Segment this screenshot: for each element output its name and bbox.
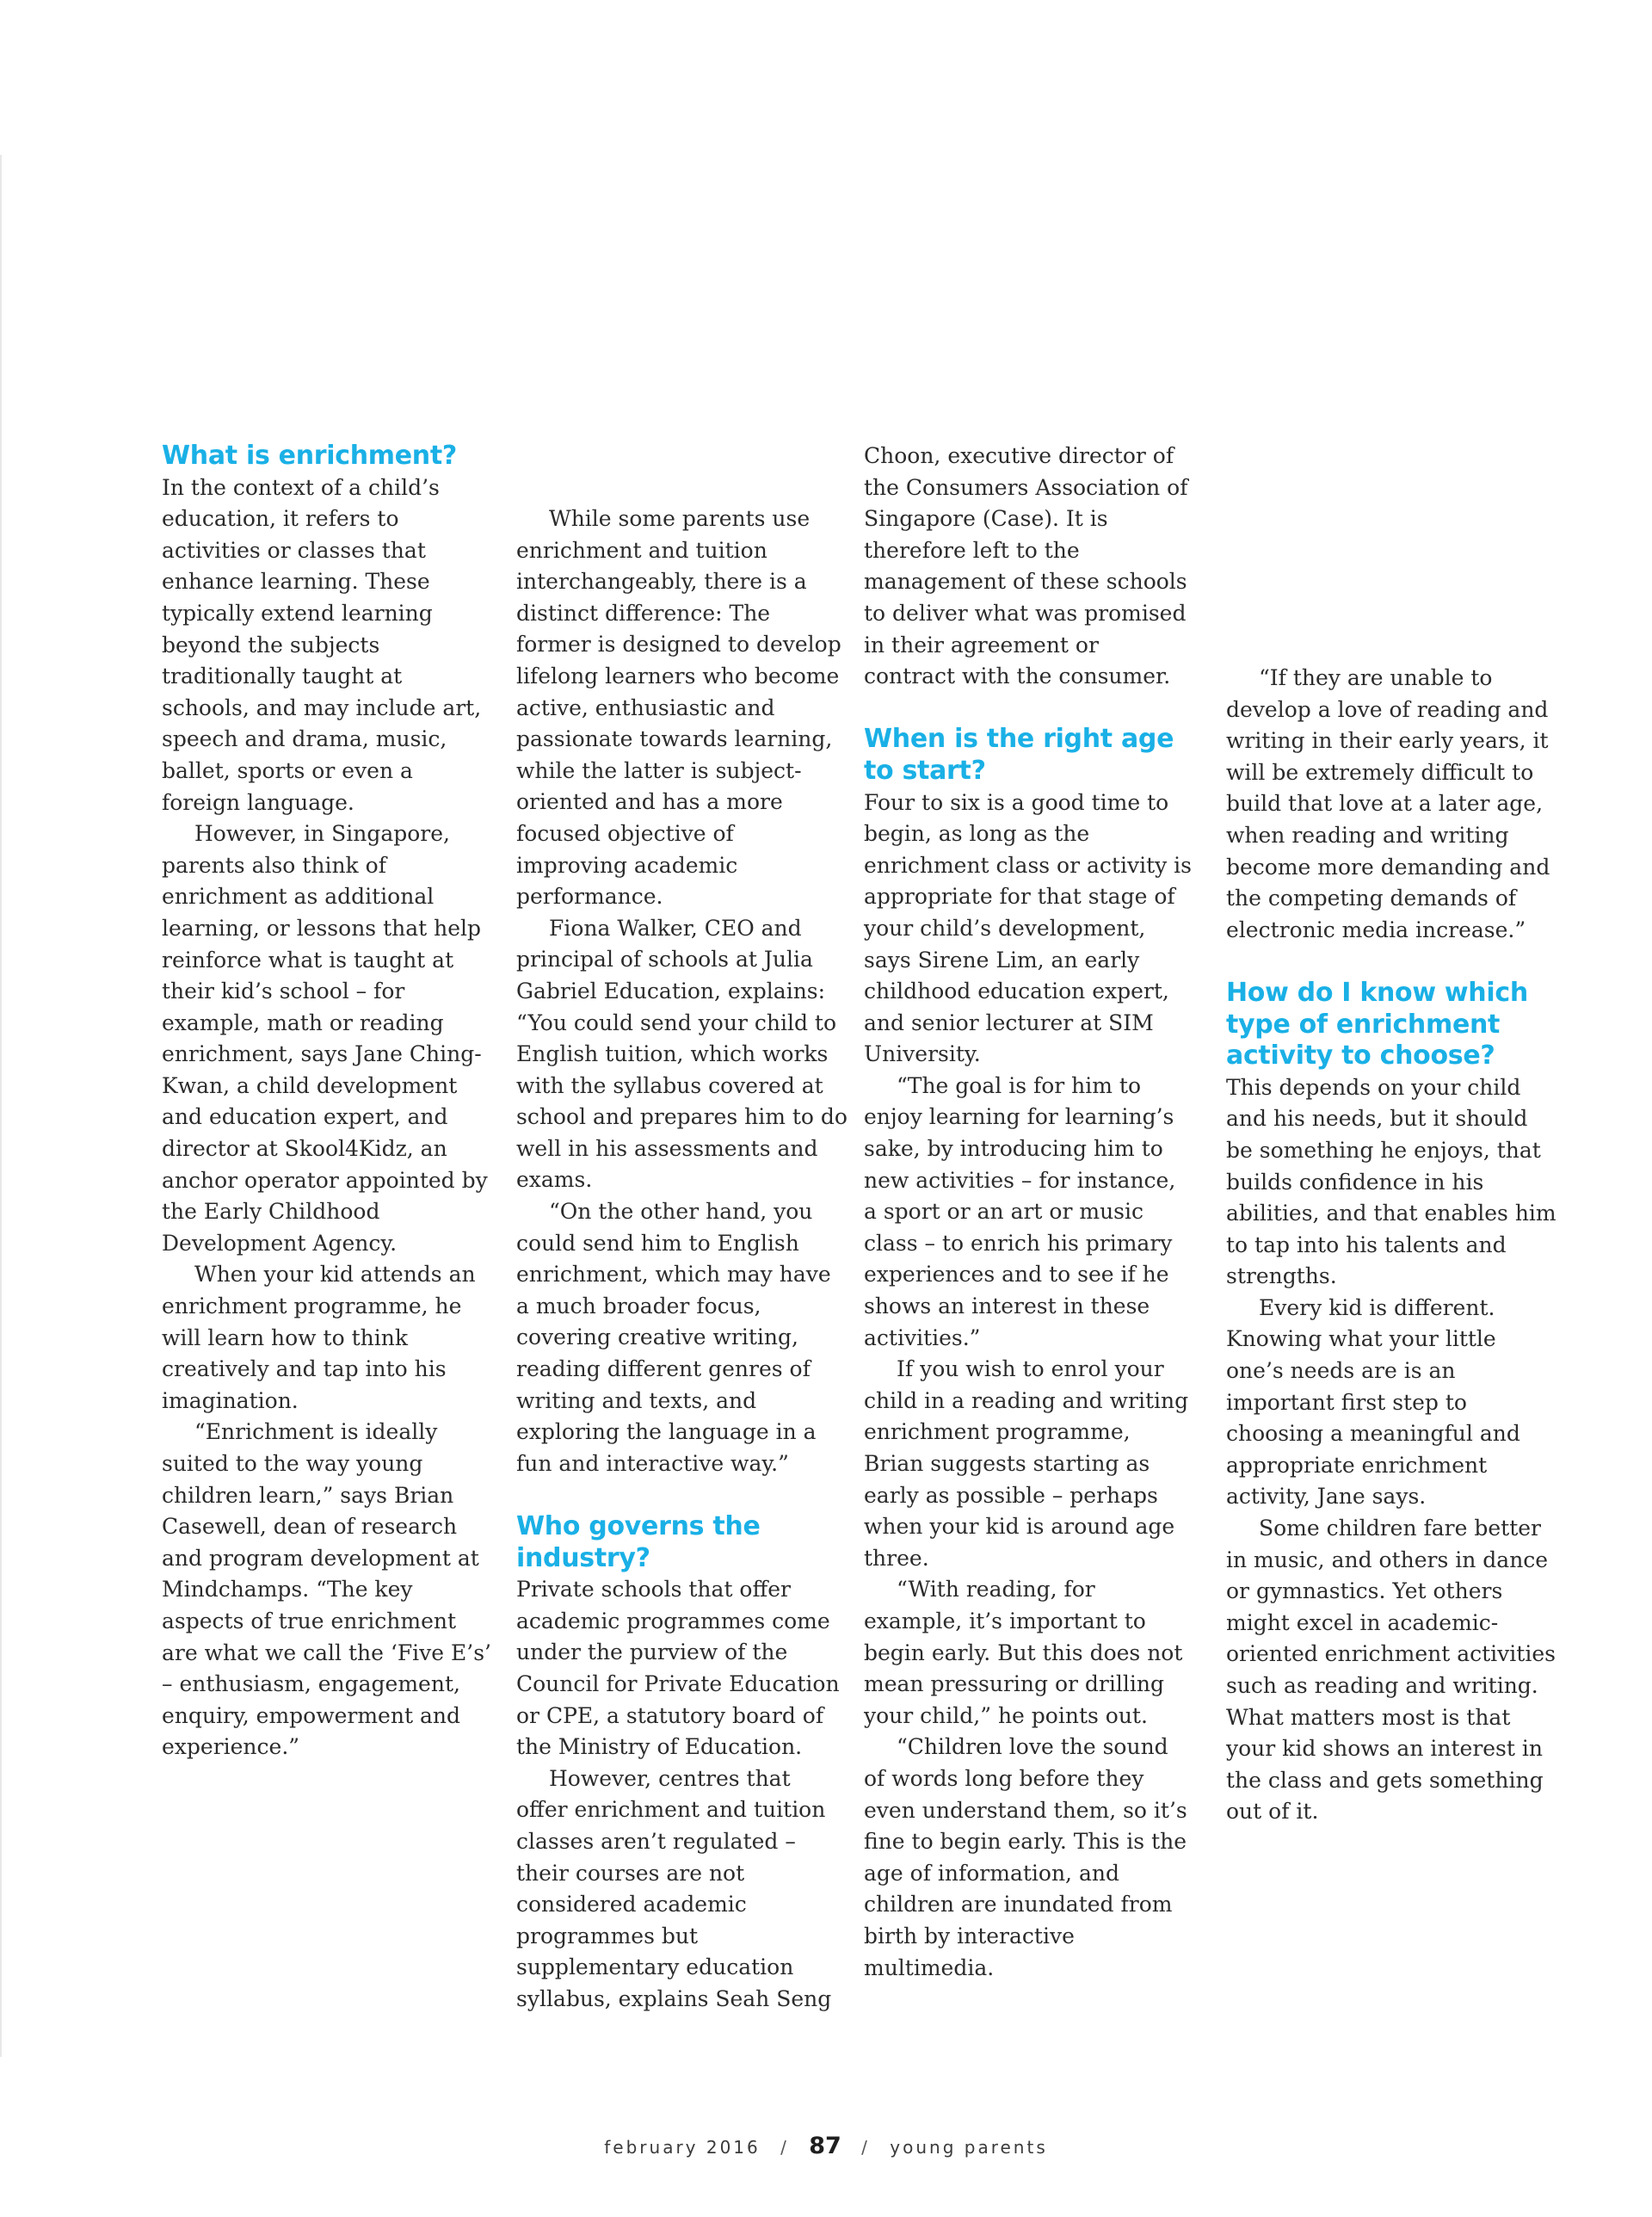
paragraph: In the context of a child’s education, it refers to activities or classes that enhance learning. These typically extend learning beyond the subjects traditionally taught at schools, and may include art, speech and drama, music, ballet, sports or even a foreign language. <box>162 474 482 815</box>
paragraph: Fiona Walker, CEO and principal of schools at Julia Gabriel Education, explains: “You could send your child to English tuition, which works with the syllabus covered at school and prepares him to do well in his assessments and exams. <box>516 915 848 1193</box>
article-column-4 <box>1226 663 1557 1828</box>
paragraph: Some children fare better in music, and others in dance or gymnastics. Yet others might excel in academic-oriented enrichment activities such as reading and writing. What matters most is that your kid shows an interest in the class and gets something out of it. <box>1226 1516 1556 1825</box>
footer-separator: / <box>780 2137 789 2158</box>
paragraph: Choon, executive director of the Consumers Association of Singapore (Case). It is therefore left to the management of these schools to deliver what was promised in their agreement or contract with the consumer. <box>864 443 1188 689</box>
paragraph: When your kid attends an enrichment programme, he will learn how to think creatively and tap into his imagination. <box>162 1262 476 1413</box>
heading-who-governs: Who governs the industry? <box>516 1511 761 1573</box>
paragraph: While some parents use enrichment and tuition interchangeably, there is a distinct difference: The former is designed to develop lifelong learners who become active, enthusiastic and passionate towards learning, while the latter is subject-oriented and has a more focused objective of improving academic performance. <box>516 506 841 910</box>
article-column-1 <box>162 441 493 1763</box>
page-number: 87 <box>809 2133 841 2159</box>
paragraph: However, centres that offer enrichment and tuition classes aren’t regulated – their courses are not considered academic programmes but supplementary education syllabus, explains Seah Seng <box>516 1765 832 2011</box>
paragraph: “If they are unable to develop a love of reading and writing in their early years, it will be extremely difficult to build that love at a later age, when reading and writing become more demanding and the competing demands of electronic media increase.” <box>1226 665 1550 942</box>
article-column-2 <box>516 503 848 2016</box>
paragraph: “With reading, for example, it’s important to begin early. But this does not mean pressuring or drilling your child,” he points out. <box>864 1577 1183 1728</box>
paragraph: If you wish to enrol your child in a reading and writing enrichment programme, Brian suggests starting as early as possible – perhaps when your kid is around age three. <box>864 1356 1189 1571</box>
heading-right-age: When is the right age to start? <box>864 724 1174 786</box>
footer-magazine-name: young parents <box>890 2137 1048 2158</box>
paragraph: Four to six is a good time to begin, as long as the enrichment class or activity is appropriate for that stage of your child’s development, says Sirene Lim, an early childhood education expert, and senior lecturer at SIM University. <box>864 789 1193 1067</box>
paragraph: This depends on your child and his needs, but it should be something he enjoys, that builds confidence in his abilities, and that enables him to tap into his talents and strengths. <box>1226 1074 1556 1289</box>
heading-which-type: How do I know which type of enrichment activity to choose? <box>1226 977 1528 1071</box>
paragraph: Private schools that offer academic programmes come under the purview of the Council for Private Education or CPE, a statutory board of the Ministry of Education. <box>516 1577 840 1760</box>
footer-issue-date: february 2016 <box>604 2137 761 2158</box>
page-edge-rule <box>0 155 2 2057</box>
footer-separator: / <box>861 2137 870 2158</box>
heading-what-is-enrichment: What is enrichment? <box>162 441 457 471</box>
paragraph: However, in Singapore, parents also think of enrichment as additional learning, or lessons that help reinforce what is taught at their kid’s school – for example, math or reading enrichment, says Jane Ching-Kwan, a child development and education expert, and director at Skool4Kidz, an anchor operator appointed by the Early Childhood Development Agency. <box>162 821 488 1256</box>
article-column-3 <box>864 441 1195 1984</box>
paragraph: “Children love the sound of words long before they even understand them, so it’s fine to begin early. This is the age of information, and children are inundated from birth by interactive multimedia. <box>864 1734 1187 1980</box>
page-footer <box>0 2133 1652 2159</box>
paragraph: “On the other hand, you could send him to English enrichment, which may have a much broader focus, covering creative writing, reading different genres of writing and texts, and exploring the language in a fun and interactive way.” <box>516 1199 831 1476</box>
paragraph: Every kid is different. Knowing what your little one’s needs are is an important first step to choosing a meaningful and appropriate enrichment activity, Jane says. <box>1226 1294 1520 1510</box>
paragraph: “The goal is for him to enjoy learning for learning’s sake, by introducing him to new activities – for instance, a sport or an art or music class – to enrich his primary experiences and to see if he shows an interest in these activities.” <box>864 1072 1176 1350</box>
paragraph: “Enrichment is ideally suited to the way young children learn,” says Brian Casewell, dean of research and program development at Mindchamps. “The key aspects of true enrichment are what we call the ‘Five E’s’ – enthusiasm, engagement, enquiry, empowerment and experience.” <box>162 1419 491 1760</box>
